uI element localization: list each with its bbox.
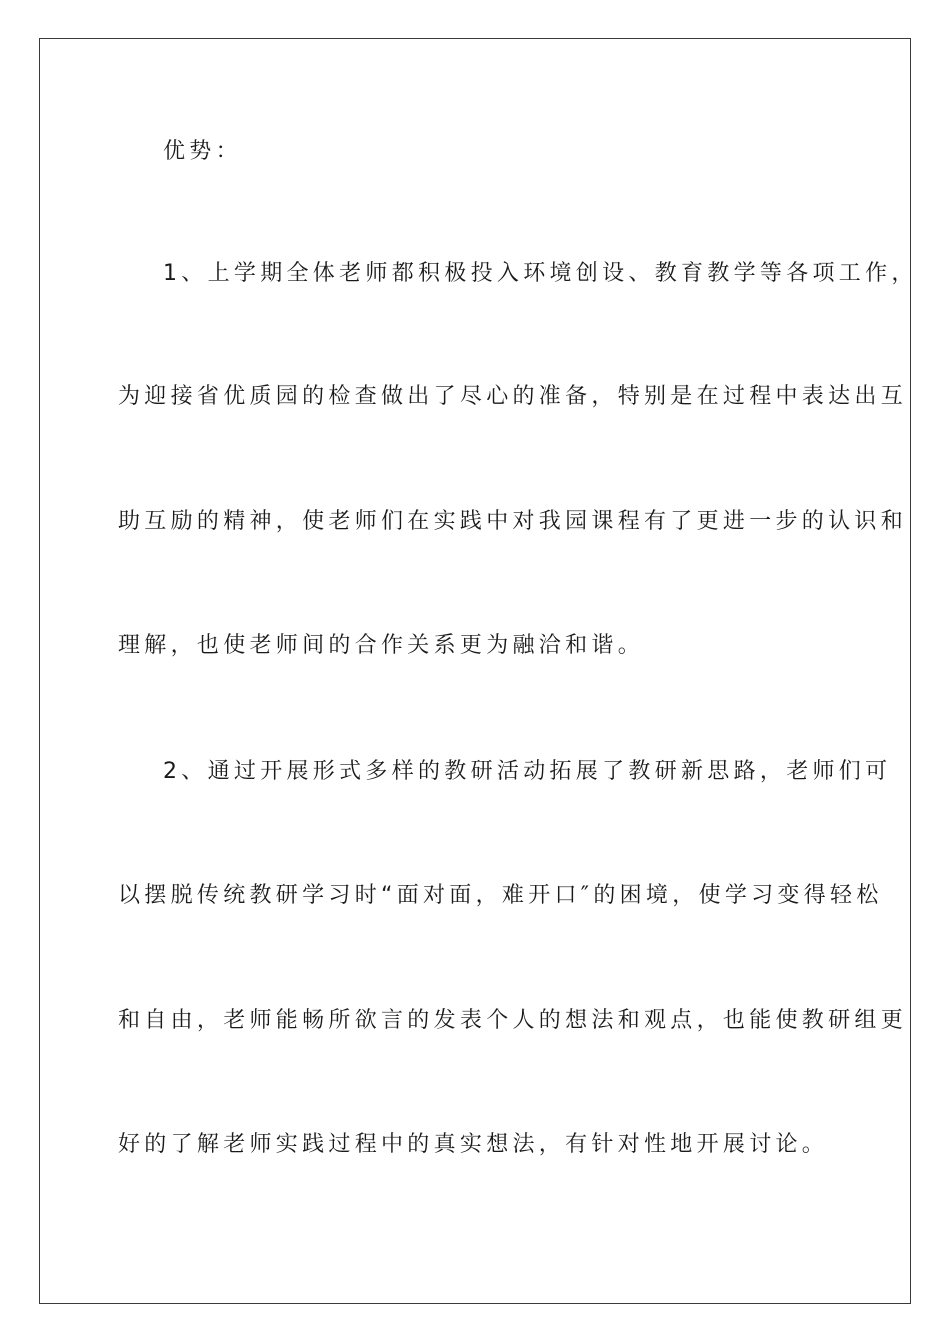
section-heading: 优势：	[163, 139, 242, 164]
paragraph-2-line-3: 和自由，老师能畅所欲言的发表个人的想法和观点，也能使教研组更	[118, 1008, 908, 1033]
paragraph-2-line-4: 好的了解老师实践过程中的真实想法，有针对性地开展讨论。	[118, 1132, 829, 1157]
paragraph-1-line-3: 助互励的精神，使老师们在实践中对我园课程有了更进一步的认识和	[118, 509, 908, 534]
paragraph-2-line-2: 以摆脱传统教研学习时“面对面，难开口″的困境，使学习变得轻松	[118, 883, 883, 908]
page-border	[39, 38, 911, 1304]
paragraph-2-line-1: 2、通过开展形式多样的教研活动拓展了教研新思路，老师们可	[163, 759, 892, 784]
paragraph-1-line-2: 为迎接省优质园的检查做出了尽心的准备，特别是在过程中表达出互	[118, 384, 908, 409]
paragraph-1-line-4: 理解，也使老师间的合作关系更为融洽和谐。	[118, 633, 645, 658]
paragraph-1-line-1: 1、上学期全体老师都积极投入环境创设、教育教学等各项工作，	[163, 261, 918, 286]
